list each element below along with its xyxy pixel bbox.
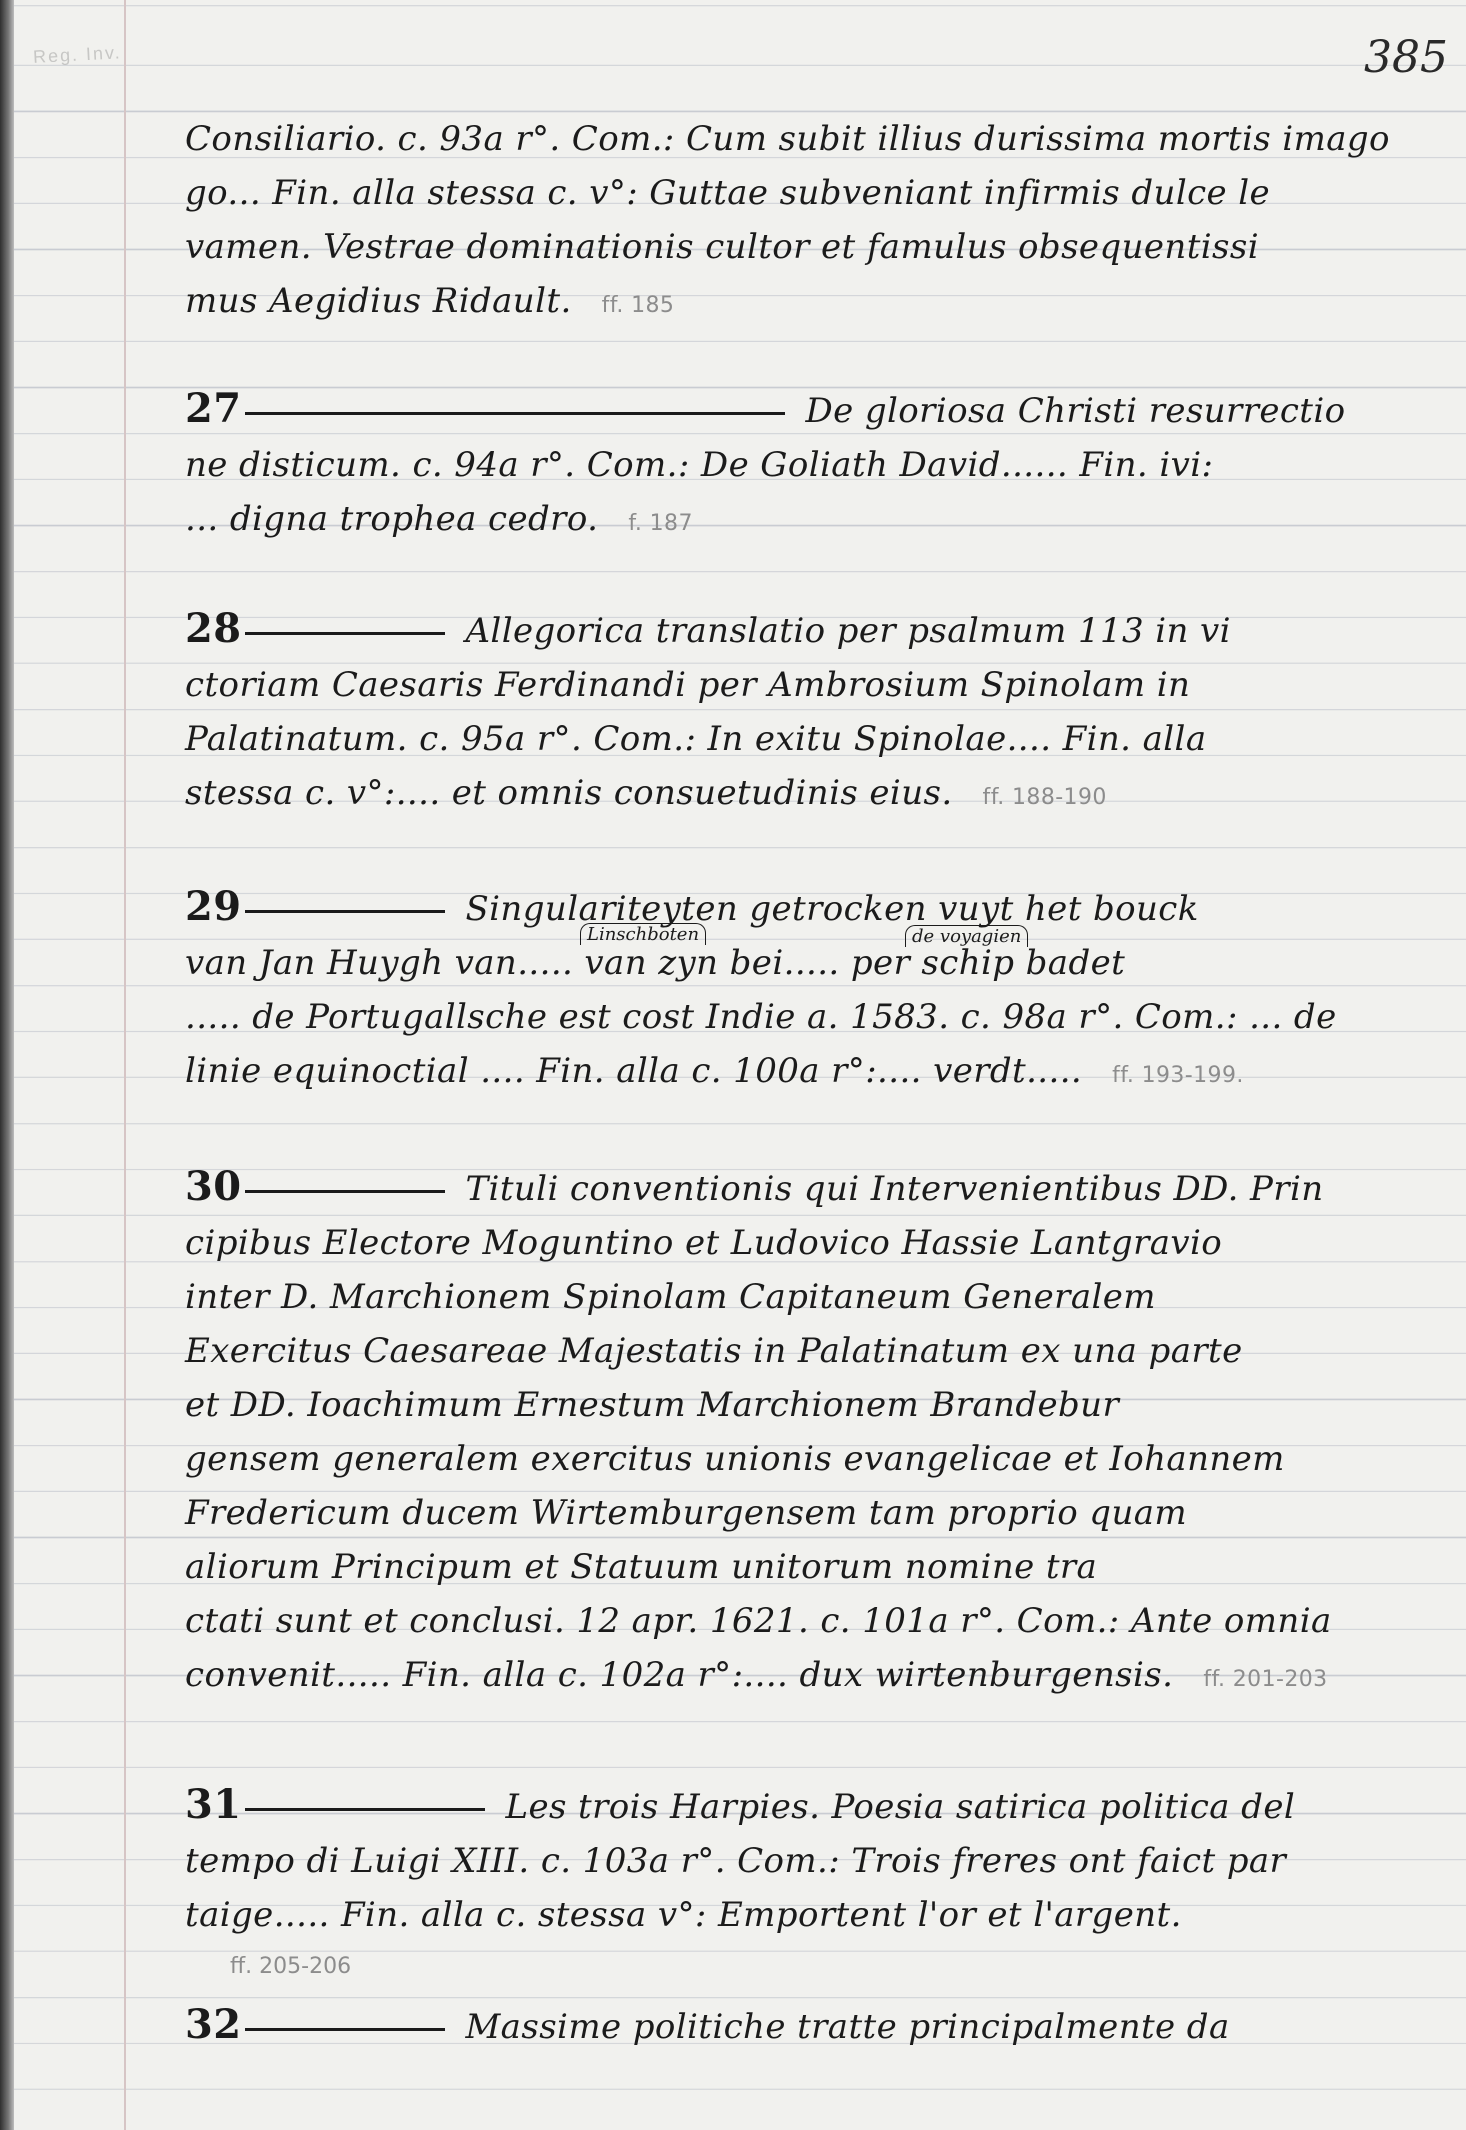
entry-line bbox=[185, 492, 1325, 551]
entry-title: Allegorica translatio per psalmum 113 in vi bbox=[465, 611, 1231, 651]
entry-number: 32 bbox=[185, 2001, 242, 2048]
entry-line: tempo di Luigi XIII. c. 103a r°. Com.: Trois freres ont faict par bbox=[185, 1841, 1287, 1881]
entry-heading-line bbox=[185, 1160, 1325, 1216]
folio-note: ff. 193-199. bbox=[1112, 1063, 1244, 1088]
entry-line: ..... de Portugallsche est cost Indie a. 1583. c. 98a r°. Com.: ... de bbox=[185, 997, 1337, 1037]
page-number: 385 bbox=[1364, 32, 1448, 83]
entry-dash bbox=[245, 632, 445, 635]
entry-line: gensem generalem exercitus unionis evangelicae et Iohannem bbox=[185, 1439, 1285, 1479]
entry-heading-line bbox=[185, 880, 1325, 936]
entry-line: Fredericum ducem Wirtemburgensem tam proprio quam bbox=[185, 1493, 1188, 1533]
entry-text: ... digna trophea cedro. bbox=[185, 499, 599, 539]
entry-number: 30 bbox=[185, 1163, 242, 1210]
entry-number: 31 bbox=[185, 1781, 242, 1828]
entry-text: linie equinoctial .... Fin. alla c. 100a r°:.... verdt..... bbox=[185, 1051, 1083, 1091]
entry-heading-line bbox=[185, 1998, 1325, 2054]
entry-line bbox=[185, 1044, 1325, 1103]
entry-line: Exercitus Caesareae Majestatis in Palatinatum ex una parte bbox=[185, 1331, 1243, 1371]
entry-line: vamen. Vestrae dominationis cultor et famulus obsequentissi bbox=[185, 227, 1260, 267]
entry-line bbox=[185, 766, 1325, 825]
entry-32 bbox=[185, 1998, 1325, 2054]
entry-line: Consiliario. c. 93a r°. Com.: Cum subit illius durissima mortis imago bbox=[185, 119, 1390, 159]
margin-rule bbox=[124, 0, 126, 2130]
entry-dash bbox=[245, 2028, 445, 2031]
entry-line: taige..... Fin. alla c. stessa v°: Emportent l'or et l'argent. bbox=[185, 1895, 1182, 1935]
entry-29 bbox=[185, 880, 1337, 1103]
entry-line: aliorum Principum et Statuum unitorum nomine tra bbox=[185, 1547, 1098, 1587]
entry-30 bbox=[185, 1160, 1332, 1707]
entry-31 bbox=[185, 1778, 1325, 1942]
entry-text: mus Aegidius Ridault. bbox=[185, 281, 572, 321]
entry-27 bbox=[185, 382, 1346, 551]
entry-number: 27 bbox=[185, 385, 242, 432]
entry-line: ne disticum. c. 94a r°. Com.: De Goliath David...... Fin. ivi: bbox=[185, 445, 1214, 485]
entry-line: inter D. Marchionem Spinolam Capitaneum Generalem bbox=[185, 1277, 1156, 1317]
faded-stamp: Reg. Inv. bbox=[32, 42, 123, 67]
folio-note: ff. 185 bbox=[601, 293, 675, 318]
entry-title: Singulariteyten getrocken vuyt het bouck bbox=[465, 889, 1199, 929]
entry-number: 28 bbox=[185, 605, 242, 652]
entry-line: Palatinatum. c. 95a r°. Com.: In exitu Spinolae.... Fin. alla bbox=[185, 719, 1207, 759]
entry-line: van Jan Huygh van..... van zyn bei..... per schip badet bbox=[185, 943, 1126, 983]
interlinear-note: Linschboten bbox=[580, 923, 706, 945]
entry-dash bbox=[245, 412, 785, 415]
folio-note: f. 187 bbox=[628, 511, 693, 536]
folio-note: ff. 188-190 bbox=[982, 785, 1107, 810]
folio-note: ff. 201-203 bbox=[1203, 1667, 1328, 1692]
folio-note: ff. 205-206 bbox=[230, 1954, 352, 1979]
entry-text: convenit..... Fin. alla c. 102a r°:.... dux wirtenburgensis. bbox=[185, 1655, 1174, 1695]
entry-dash bbox=[245, 1190, 445, 1193]
entry-28 bbox=[185, 602, 1325, 825]
entry-heading-line bbox=[185, 602, 1325, 658]
entry-line: cipibus Electore Moguntino et Ludovico Hassie Lantgravio bbox=[185, 1223, 1223, 1263]
book-binding-edge bbox=[0, 0, 14, 2130]
entry-line bbox=[185, 274, 1325, 333]
entry-number: 29 bbox=[185, 883, 242, 930]
entry-title: De gloriosa Christi resurrectio bbox=[805, 391, 1346, 431]
entry-line bbox=[185, 1648, 1328, 1707]
entry-dash bbox=[245, 910, 445, 913]
entry-line: ctoriam Caesaris Ferdinandi per Ambrosium Spinolam in bbox=[185, 665, 1191, 705]
entry-title: Les trois Harpies. Poesia satirica politica del bbox=[505, 1787, 1296, 1827]
entry-line: go... Fin. alla stessa c. v°: Guttae subveniant infirmis dulce le bbox=[185, 173, 1271, 213]
entry-dash bbox=[245, 1808, 485, 1811]
interlinear-note: de voyagien bbox=[905, 925, 1028, 947]
entry-heading-line bbox=[185, 1778, 1325, 1834]
entry-title: Massime politiche tratte principalmente da bbox=[465, 2007, 1230, 2047]
entry-continued bbox=[185, 112, 1390, 333]
entry-line: et DD. Ioachimum Ernestum Marchionem Brandebur bbox=[185, 1385, 1120, 1425]
entry-line: ctati sunt et conclusi. 12 apr. 1621. c. 101a r°. Com.: Ante omnia bbox=[185, 1601, 1332, 1641]
entry-heading-line bbox=[185, 382, 1346, 438]
entry-text: stessa c. v°:.... et omnis consuetudinis eius. bbox=[185, 773, 953, 813]
entry-title: Tituli conventionis qui Intervenientibus DD. Prin bbox=[465, 1169, 1324, 1209]
